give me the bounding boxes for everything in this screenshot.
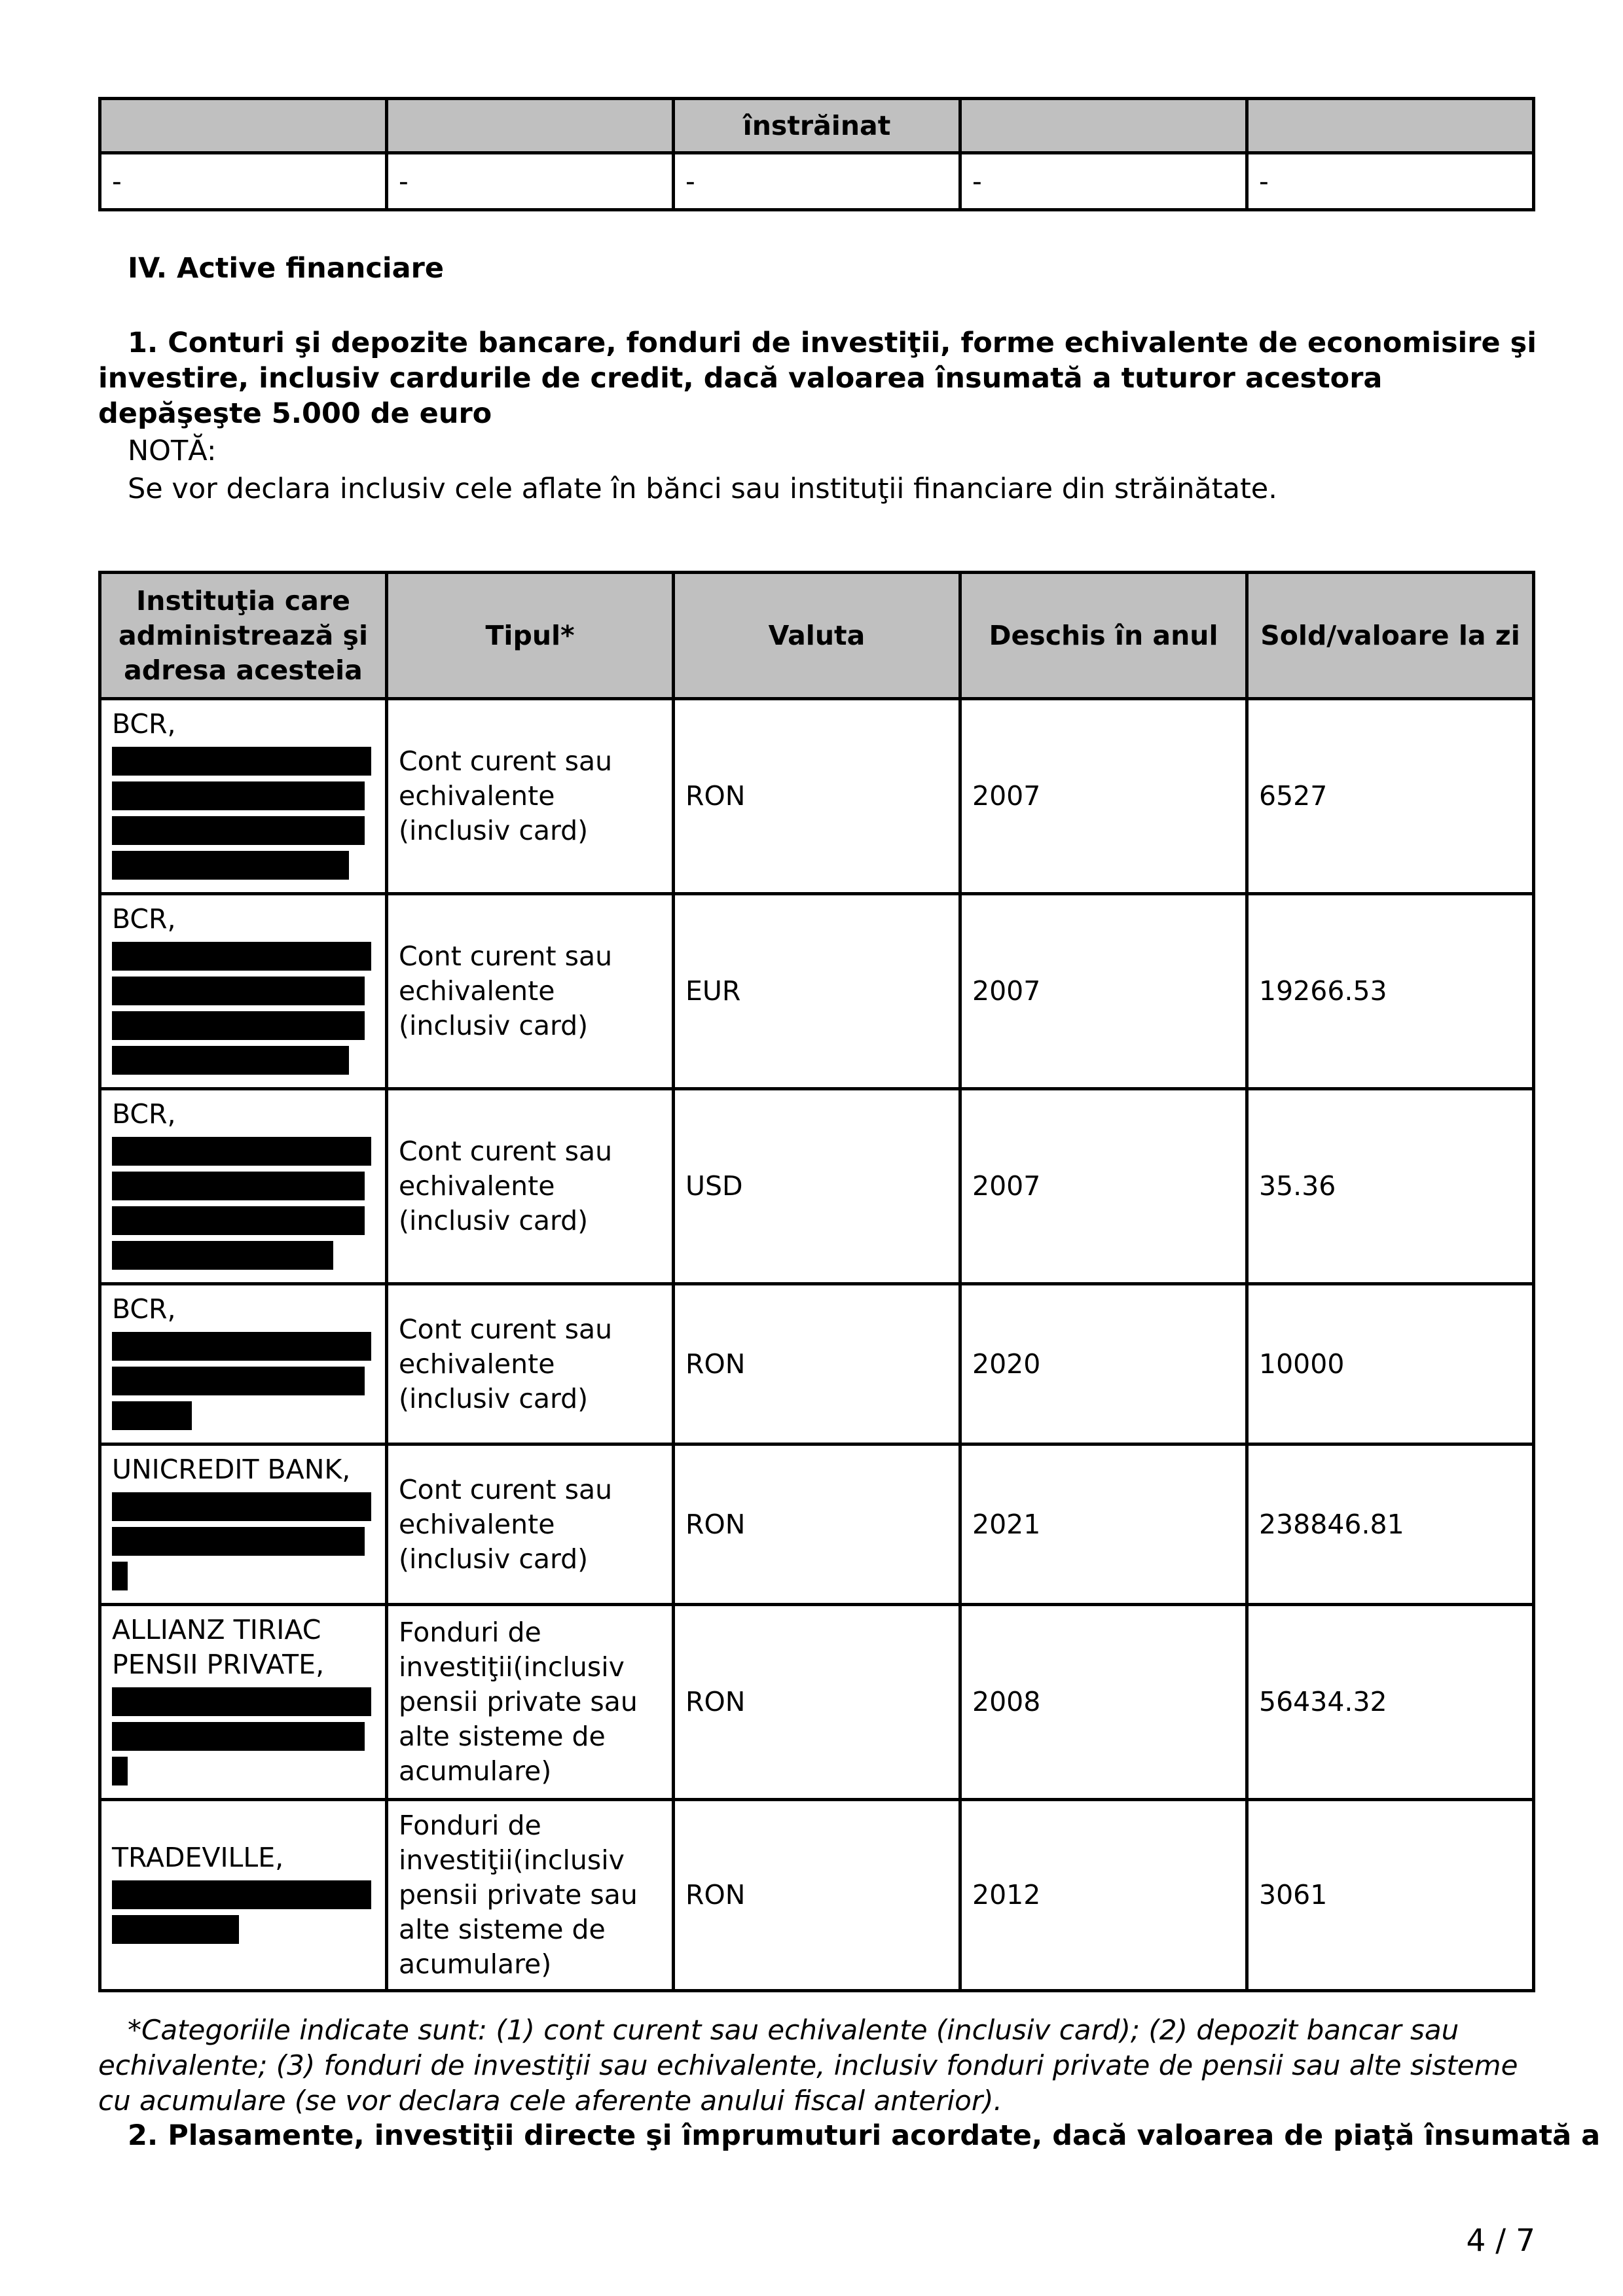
institution-name: BCR, bbox=[112, 708, 176, 740]
redacted-block bbox=[112, 1332, 371, 1361]
institution-cell bbox=[100, 699, 387, 894]
currency-cell: EUR bbox=[674, 894, 960, 1089]
institution-name: ALLIANZ TIRIAC PENSII PRIVATE, bbox=[112, 1614, 325, 1680]
institution-cell bbox=[100, 1089, 387, 1284]
page-number: 4 / 7 bbox=[1466, 2223, 1535, 2259]
table-row bbox=[100, 1800, 1534, 1991]
currency-cell: RON bbox=[674, 1284, 960, 1444]
redacted-block bbox=[112, 1172, 365, 1200]
table-cell: - bbox=[387, 153, 674, 210]
type-cell: Cont curent sau echivalente (inclusiv card) bbox=[387, 894, 674, 1089]
table-row bbox=[100, 894, 1534, 1089]
type-cell: Cont curent sau echivalente (inclusiv card) bbox=[387, 699, 674, 894]
table-header-row bbox=[100, 573, 1534, 699]
redacted-block bbox=[112, 1011, 365, 1040]
redacted-block bbox=[112, 1241, 333, 1270]
table-row bbox=[100, 1284, 1534, 1444]
table-cell: - bbox=[100, 153, 387, 210]
table-cell: - bbox=[1247, 153, 1534, 210]
institution-cell bbox=[100, 1605, 387, 1800]
redacted-block bbox=[112, 1757, 128, 1785]
redacted-block bbox=[112, 942, 371, 971]
institution-name: UNICREDIT BANK, bbox=[112, 1454, 351, 1485]
redacted-block bbox=[112, 1401, 192, 1430]
institution-cell bbox=[100, 1800, 387, 1991]
table-row bbox=[100, 153, 1534, 210]
institution-name: BCR, bbox=[112, 903, 176, 935]
currency-cell: RON bbox=[674, 1444, 960, 1605]
currency-cell: RON bbox=[674, 1605, 960, 1800]
previous-section-table bbox=[98, 97, 1535, 211]
institution-cell bbox=[100, 1444, 387, 1605]
type-cell: Cont curent sau echivalente (inclusiv card) bbox=[387, 1284, 674, 1444]
balance-cell: 3061 bbox=[1247, 1800, 1534, 1991]
redacted-block bbox=[112, 1206, 365, 1235]
note-text: Se vor declara inclusiv cele aflate în bănci sau instituţii financiare din străinătate. bbox=[128, 473, 1277, 505]
redacted-block bbox=[112, 1915, 239, 1944]
redacted-block bbox=[112, 1137, 371, 1166]
table-row bbox=[100, 1089, 1534, 1284]
currency-cell: USD bbox=[674, 1089, 960, 1284]
type-cell: Fonduri de investiţii(inclusiv pensii private sau alte sisteme de acumulare) bbox=[387, 1605, 674, 1800]
header-currency: Valuta bbox=[674, 573, 960, 699]
year-cell: 2020 bbox=[960, 1284, 1247, 1444]
year-cell: 2012 bbox=[960, 1800, 1247, 1991]
year-cell: 2007 bbox=[960, 699, 1247, 894]
institution-cell bbox=[100, 894, 387, 1089]
year-cell: 2007 bbox=[960, 1089, 1247, 1284]
note-label: NOTĂ: bbox=[128, 435, 217, 467]
type-cell: Cont curent sau echivalente (inclusiv card) bbox=[387, 1444, 674, 1605]
footnote: *Categoriile indicate sunt: (1) cont curent sau echivalente (inclusiv card); (2) depozit bancar sau echivalente; (3) fonduri de investiţii sau echivalente, inclusiv fonduri private de pensii sau alte sisteme cu acumulare (se vor declara cele aferente anului fiscal anterior). bbox=[98, 2014, 1518, 2117]
table-row bbox=[100, 699, 1534, 894]
table-row bbox=[100, 1605, 1534, 1800]
redacted-block bbox=[112, 1492, 371, 1521]
redacted-block bbox=[112, 1722, 365, 1751]
redacted-block bbox=[112, 977, 365, 1005]
year-cell: 2021 bbox=[960, 1444, 1247, 1605]
type-cell: Fonduri de investiţii(inclusiv pensii private sau alte sisteme de acumulare) bbox=[387, 1800, 674, 1991]
header-balance: Sold/valoare la zi bbox=[1247, 573, 1534, 699]
header-cell bbox=[387, 99, 674, 153]
redacted-block bbox=[112, 1880, 371, 1909]
header-cell bbox=[100, 99, 387, 153]
subsection-title: 1. Conturi şi depozite bancare, fonduri de investiţii, forme echivalente de economisire şi investire, inclusiv cardurile de credit, dacă valoarea însumată a tuturor acestora depăşeşte 5.000 de euro bbox=[98, 327, 1537, 430]
section-title: IV. Active financiare bbox=[128, 252, 444, 285]
table-row bbox=[100, 1444, 1534, 1605]
redacted-block bbox=[112, 747, 371, 776]
header-year: Deschis în anul bbox=[960, 573, 1247, 699]
redacted-block bbox=[112, 816, 365, 845]
year-cell: 2008 bbox=[960, 1605, 1247, 1800]
currency-cell: RON bbox=[674, 1800, 960, 1991]
institution-name: BCR, bbox=[112, 1293, 176, 1325]
balance-cell: 35.36 bbox=[1247, 1089, 1534, 1284]
header-institution: Instituţia care administrează şi adresa acesteia bbox=[100, 573, 387, 699]
header-cell bbox=[960, 99, 1247, 153]
redacted-block bbox=[112, 851, 349, 880]
balance-cell: 238846.81 bbox=[1247, 1444, 1534, 1605]
redacted-block bbox=[112, 1367, 365, 1395]
balance-cell: 6527 bbox=[1247, 699, 1534, 894]
institution-name: TRADEVILLE, bbox=[112, 1842, 284, 1873]
institution-cell bbox=[100, 1284, 387, 1444]
institution-name: BCR, bbox=[112, 1098, 176, 1130]
redacted-block bbox=[112, 781, 365, 810]
table-cell: - bbox=[674, 153, 960, 210]
currency-cell: RON bbox=[674, 699, 960, 894]
subsection-title: 2. Plasamente, investiţii directe şi împrumuturi acordate, dacă valoarea de piaţă însumată a bbox=[128, 2119, 1601, 2152]
header-cell bbox=[1247, 99, 1534, 153]
balance-cell: 10000 bbox=[1247, 1284, 1534, 1444]
header-cell: înstrăinat bbox=[674, 99, 960, 153]
balance-cell: 56434.32 bbox=[1247, 1605, 1534, 1800]
header-type: Tipul* bbox=[387, 573, 674, 699]
accounts-table bbox=[98, 571, 1535, 1992]
redacted-block bbox=[112, 1046, 349, 1075]
balance-cell: 19266.53 bbox=[1247, 894, 1534, 1089]
redacted-block bbox=[112, 1687, 371, 1716]
redacted-block bbox=[112, 1562, 128, 1590]
table-cell: - bbox=[960, 153, 1247, 210]
year-cell: 2007 bbox=[960, 894, 1247, 1089]
type-cell: Cont curent sau echivalente (inclusiv card) bbox=[387, 1089, 674, 1284]
table-header-row bbox=[100, 99, 1534, 153]
redacted-block bbox=[112, 1527, 365, 1556]
